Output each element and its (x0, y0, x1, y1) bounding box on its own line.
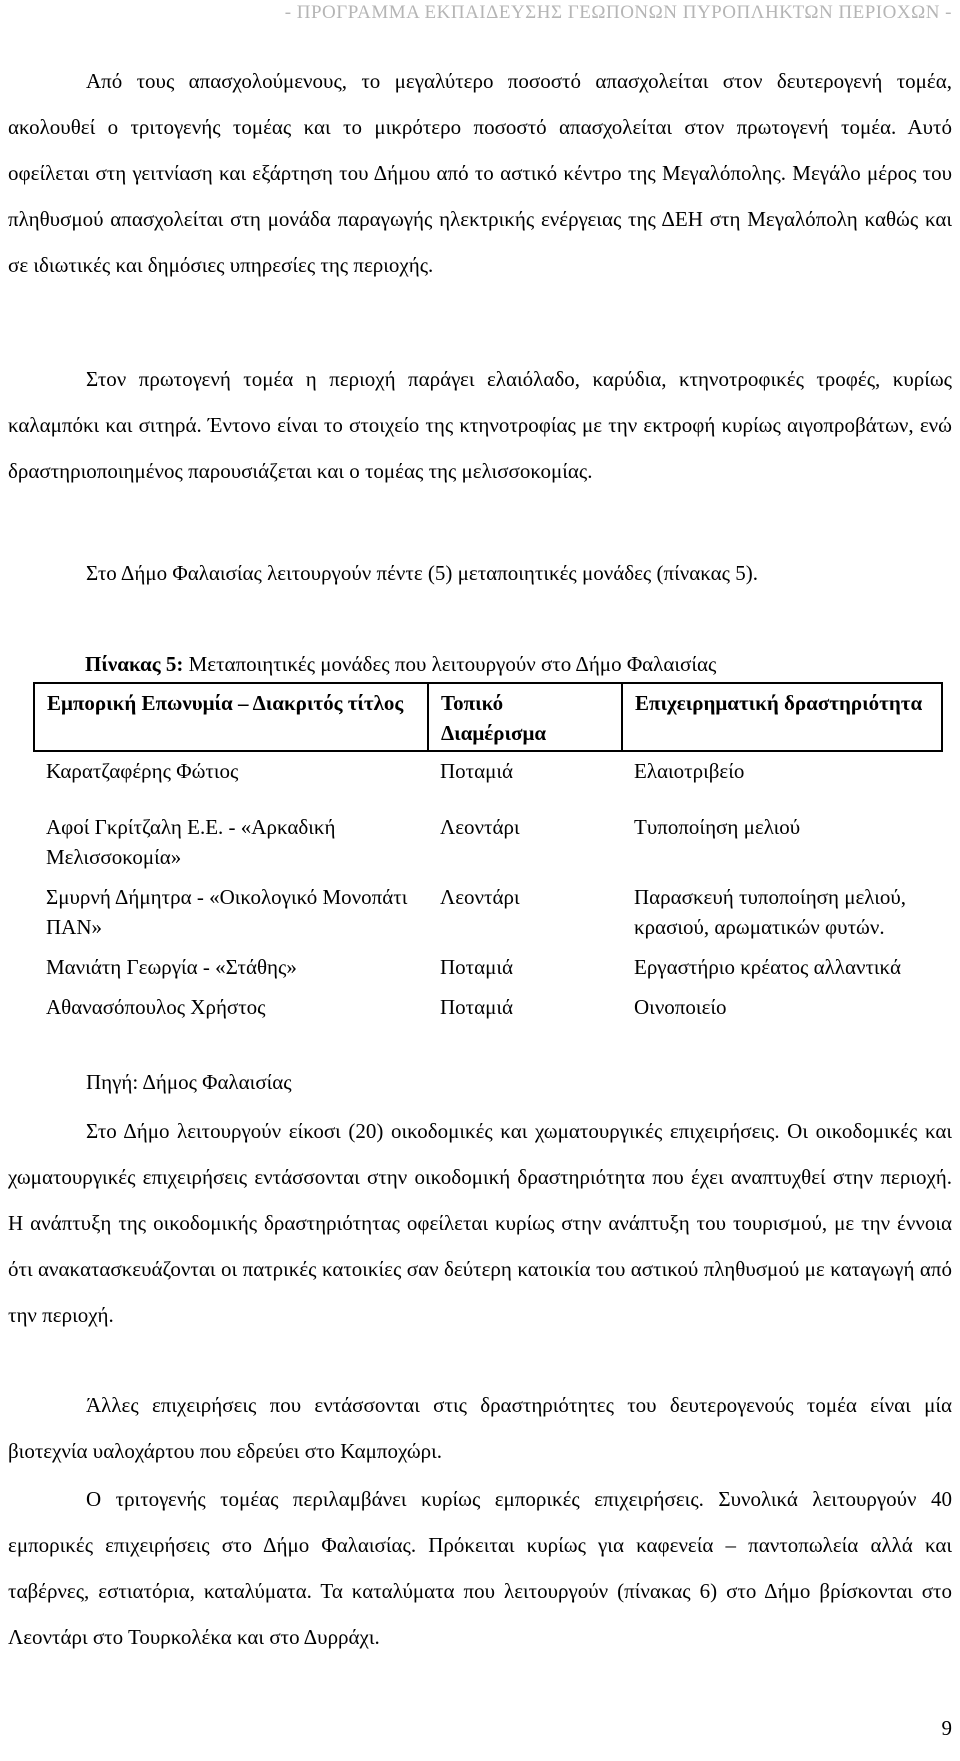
paragraph-processing-units: Στο Δήμο Φαλαισίας λειτουργούν πέντε (5) μεταποιητικές μονάδες (πίνακας 5). (86, 561, 758, 585)
cell-district: Λεοντάρι (440, 815, 520, 839)
paragraph-construction: Στο Δήμο λειτουργούν είκοσι (20) οικοδομικές και χωματουργικές επιχειρήσεις. Οι οικοδομικές και χωματουργικές επιχειρήσεις εντάσσονται στην οικοδομική δραστηριότητα που έχει αναπτυχθεί στην περιοχή. Η ανάπτυξη της οικοδομικής δραστηριότητας οφείλεται κυρίως στην ανάπτυξη του τουρισμού, με την έννοια ότι ανακατασκευάζονται οι πατρικές κατοικίες σαν δεύτερη κατοικία του αστικού πληθυσμού με καταγωγή από την περιοχή. (8, 1119, 952, 1327)
table-row (34, 800, 942, 878)
cell-district: Λεοντάρι (440, 885, 520, 909)
cell-name: Αφοί Γκρίτζαλη Ε.Ε. - «Αρκαδική Μελισσοκομία» (46, 815, 336, 869)
cell-district: Ποταμιά (440, 759, 514, 783)
header-business-name: Εμπορική Επωνυμία – Διακριτός τίτλος (34, 683, 428, 751)
processing-units-table (33, 682, 943, 1028)
cell-name: Αθανασόπουλος Χρήστος (46, 995, 266, 1019)
cell-district: Ποταμιά (440, 955, 514, 979)
cell-activity: Οινοποιείο (634, 995, 727, 1019)
table-header-row (34, 683, 942, 751)
cell-name: Μανιάτη Γεωργία - «Στάθης» (46, 955, 297, 979)
cell-activity: Τυποποίηση μελιού (634, 815, 801, 839)
cell-activity: Εργαστήριο κρέατος αλλαντικά (634, 955, 901, 979)
cell-name: Καρατζαφέρης Φώτιος (46, 759, 239, 783)
header-business-activity: Επιχειρηματική δραστηριότητα (622, 683, 942, 751)
table-caption-text: Μεταποιητικές μονάδες που λειτουργούν στο Δήμο Φαλαισίας (183, 652, 717, 676)
cell-name: Σμυρνή Δήμητρα - «Οικολογικό Μονοπάτι ΠΑΝ» (46, 885, 408, 939)
cell-activity: Παρασκευή τυποποίηση μελιού, κρασιού, αρωματικών φυτών. (634, 885, 907, 939)
table-caption-label: Πίνακας 5: (85, 652, 184, 676)
paragraph-primary-sector: Στον πρωτογενή τομέα η περιοχή παράγει ελαιόλαδο, καρύδια, κτηνοτροφικές τροφές, κυρίως καλαμπόκι και σιτηρά. Έντονο είναι το στοιχείο της κτηνοτροφίας με την εκτροφή κυρίως αιγοπροβάτων, ενώ δραστηριοποιημένος παρουσιάζεται και ο τομέας της μελισσοκομίας. (8, 367, 952, 483)
table-row (34, 878, 942, 948)
paragraph-secondary-sector: Άλλες επιχειρήσεις που εντάσσονται στις δραστηριότητες του δευτερογενούς τομέα είναι μία βιοτεχνία υαλοχάρτου που εδρεύει στο Καμποχώρι. (8, 1393, 952, 1463)
header-local-district: Τοπικό Διαμέρισμα (428, 683, 622, 751)
table-source: Πηγή: Δήμος Φαλαισίας (86, 1070, 292, 1094)
page-header: - ΠΡΟΓΡΑΜΜΑ ΕΚΠΑΙΔΕΥΣΗΣ ΓΕΩΠΟΝΩΝ ΠΥΡΟΠΛΗΚΤΩΝ ΠΕΡΙΟΧΩΝ - (284, 2, 952, 23)
paragraph-tertiary-sector: Ο τριτογενής τομέας περιλαμβάνει κυρίως εμπορικές επιχειρήσεις. Συνολικά λειτουργούν 40 εμπορικές επιχειρήσεις στο Δήμο Φαλαισίας. Πρόκειται κυρίως για καφενεία – παντοπωλεία αλλά και ταβέρνες, εστιατόρια, καταλύματα. Τα καταλύματα που λειτουργούν (πίνακας 6) στο Δήμο βρίσκονται στο Λεοντάρι στο Τουρκολέκα και στο Δυρράχι. (8, 1487, 952, 1649)
table-caption (85, 652, 716, 677)
table-row (34, 751, 942, 800)
paragraph-employment: Από τους απασχολούμενους, το μεγαλύτερο ποσοστό απασχολείται στον δευτερογενή τομέα, ακολουθεί ο τριτογενής τομέας και το μικρότερο ποσοστό απασχολείται στον πρωτογενή τομέα. Αυτό οφείλεται στη γειτνίαση και εξάρτηση του Δήμου από το αστικό κέντρο της Μεγαλόπολης. Μεγάλο μέρος του πληθυσμού απασχολείται στη μονάδα παραγωγής ηλεκτρικής ενέργειας της ΔΕΗ στη Μεγαλόπολη καθώς και σε ιδιωτικές και δημόσιες υπηρεσίες της περιοχής. (8, 69, 952, 277)
cell-district: Ποταμιά (440, 995, 514, 1019)
table-row (34, 948, 942, 988)
page-number: 9 (941, 1716, 952, 1740)
cell-activity: Ελαιοτριβείο (634, 759, 745, 783)
table-row (34, 988, 942, 1028)
